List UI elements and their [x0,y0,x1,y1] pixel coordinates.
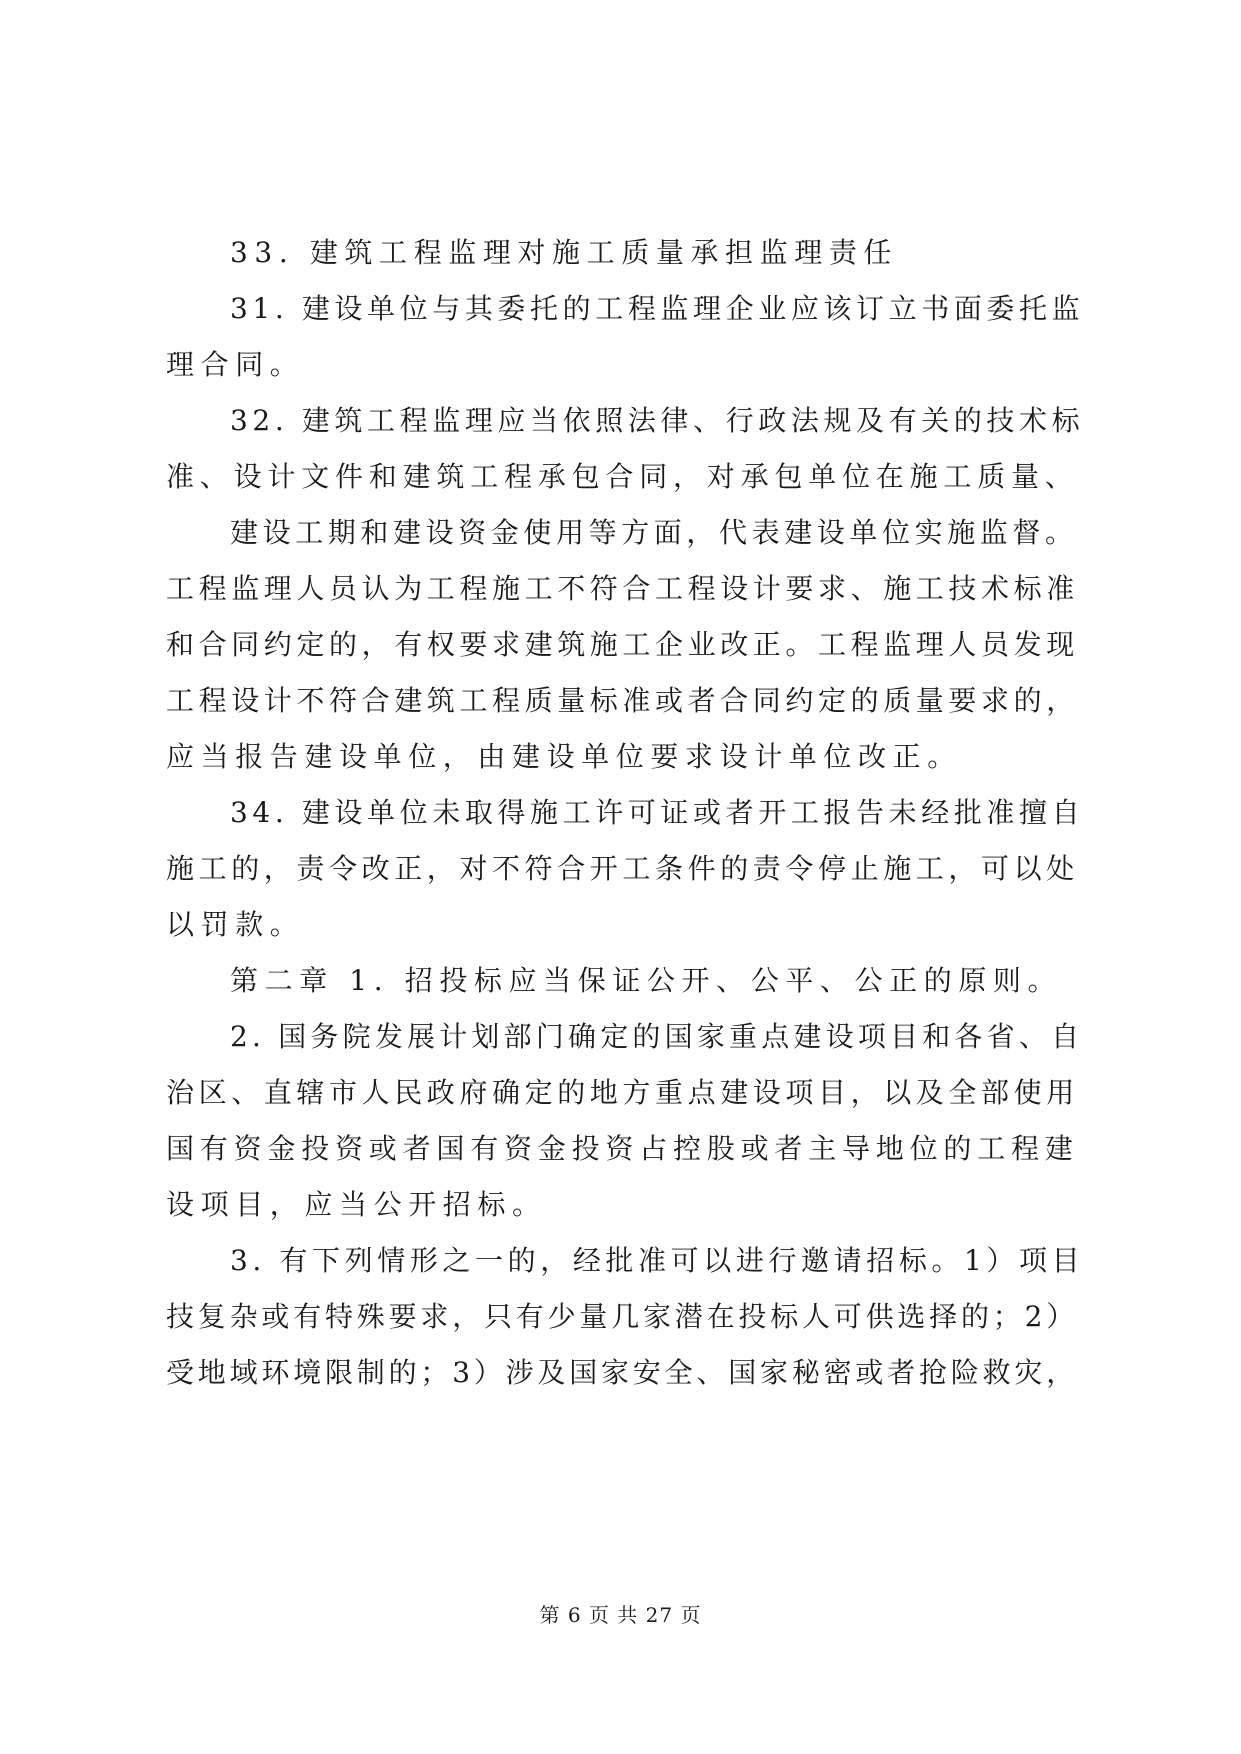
text-line: 受地域环境限制的；3）涉及国家安全、国家秘密或者抢险救灾， [166,1356,1079,1389]
text-line: 准、设计文件和建筑工程承包合同，对承包单位在施工质量、 [166,460,1079,493]
page-number: 第 6 页 共 27 页 [539,1603,702,1627]
text-line: 33. 建筑工程监理对施工质量承担监理责任 [230,236,899,269]
text-line: 3. 有下列情形之一的，经批准可以进行邀请招标。1）项目 [230,1244,1085,1277]
text-line: 31. 建设单位与其委托的工程监理企业应该订立书面委托监 [230,292,1085,325]
text-line: 设项目，应当公开招标。 [166,1188,547,1221]
text-line: 技复杂或有特殊要求，只有少量几家潜在投标人可供选择的；2） [166,1300,1079,1333]
text-line: 治区、直辖市人民政府确定的地方重点建设项目，以及全部使用 [166,1076,1079,1109]
text-line: 34. 建设单位未取得施工许可证或者开工报告未经批准擅自 [230,796,1085,829]
text-line: 理合同。 [166,348,305,381]
text-line: 建设工期和建设资金使用等方面，代表建设单位实施监督。 [230,516,1078,549]
document-body [166,225,1086,1401]
text-line: 工程监理人员认为工程施工不符合工程设计要求、施工技术标准 [166,572,1079,605]
text-line: 和合同约定的，有权要求建筑施工企业改正。工程监理人员发现 [166,628,1079,661]
text-line: 应当报告建设单位，由建设单位要求设计单位改正。 [166,740,962,773]
text-line: 以罚款。 [166,908,305,941]
text-line: 工程设计不符合建筑工程质量标准或者合同约定的质量要求的， [166,684,1079,717]
text-line: 第二章 1. 招投标应当保证公开、公平、公正的原则。 [230,964,1063,997]
text-line: 国有资金投资或者国有资金投资占控股或者主导地位的工程建 [166,1132,1079,1165]
text-line: 施工的，责令改正，对不符合开工条件的责令停止施工，可以处 [166,852,1079,885]
text-line: 2. 国务院发展计划部门确定的国家重点建设项目和各省、自 [230,1020,1084,1053]
text-line: 32. 建筑工程监理应当依照法律、行政法规及有关的技术标 [230,404,1085,437]
